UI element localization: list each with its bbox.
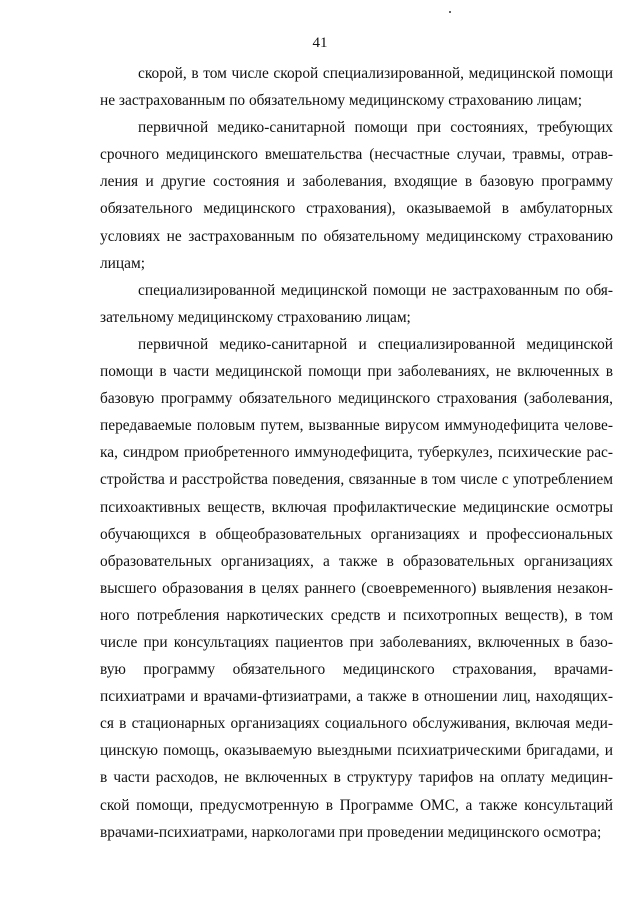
page-number: 41 <box>312 35 328 51</box>
text-line: условиях не застрахованным по обязательному медицинскому страхованию <box>100 227 613 245</box>
text-line: зательному медицинскому страхованию лицам; <box>100 308 411 326</box>
text-line: числе при консультациях пациентов при заболеваниях, включенных в базо- <box>100 633 613 651</box>
text-line: лицам; <box>100 254 145 272</box>
text-line: не застрахованным по обязательному медицинскому страхованию лицам; <box>100 92 583 110</box>
text-line: ления и другие состояния и заболевания, входящие в базовую программу <box>100 173 613 191</box>
text-line: скорой, в том числе скорой специализированной, медицинской помощи <box>138 65 613 82</box>
text-line: передаваемые половым путем, вызванные вирусом иммунодефицита челове- <box>100 417 613 435</box>
text-line: срочного медицинского вмешательства (несчастные случаи, травмы, отрав- <box>100 146 613 164</box>
text-line: специализированной медицинской помощи не застрахованным по обя- <box>138 281 613 299</box>
text-line: психиатрами и врачами-фтизиатрами, а также в отношении лиц, находящих- <box>100 688 613 706</box>
text-line: первичной медико-санитарной помощи при состояниях, требующих <box>138 119 613 137</box>
text-line: образовательных организациях, а также в образовательных организациях <box>100 552 613 570</box>
text-line: помощи в части медицинской помощи при заболеваниях, не включенных в <box>100 363 613 381</box>
text-line: первичной медико-санитарной и специализированной медицинской <box>138 335 613 353</box>
text-line: ской помощи, предусмотренную в Программе ОМС, а также консультаций <box>100 796 613 814</box>
text-line: базовую программу обязательного медицинского страхования (заболевания, <box>100 390 613 408</box>
text-line: стройства и расстройства поведения, связанные в том числе с употреблением <box>100 471 613 489</box>
text-line: ся в стационарных организациях социального обслуживания, включая меди- <box>100 715 613 733</box>
text-line: ка, синдром приобретенного иммунодефицита, туберкулез, психические рас- <box>100 444 613 462</box>
scan-speck <box>449 11 451 13</box>
text-line: психоактивных веществ, включая профилактические медицинские осмотры <box>100 498 613 516</box>
text-line: врачами-психиатрами, наркологами при проведении медицинского осмотра; <box>100 823 602 841</box>
text-line: цинскую помощь, оказываемую выездными психиатрическими бригадами, и <box>100 742 613 760</box>
text-line: обязательного медицинского страхования), оказываемой в амбулаторных <box>100 200 613 218</box>
text-line: ного потребления наркотических средств и психотропных веществ), в том <box>100 606 613 624</box>
text-line: в части расходов, не включенных в структуру тарифов на оплату медицин- <box>100 769 613 787</box>
text-line: обучающихся в общеобразовательных организациях и профессиональных <box>100 525 613 543</box>
text-line: вую программу обязательного медицинского страхования, врачами- <box>100 661 613 679</box>
text-line: высшего образования в целях раннего (своевременного) выявления незакон- <box>100 579 613 597</box>
document-body <box>100 60 613 846</box>
